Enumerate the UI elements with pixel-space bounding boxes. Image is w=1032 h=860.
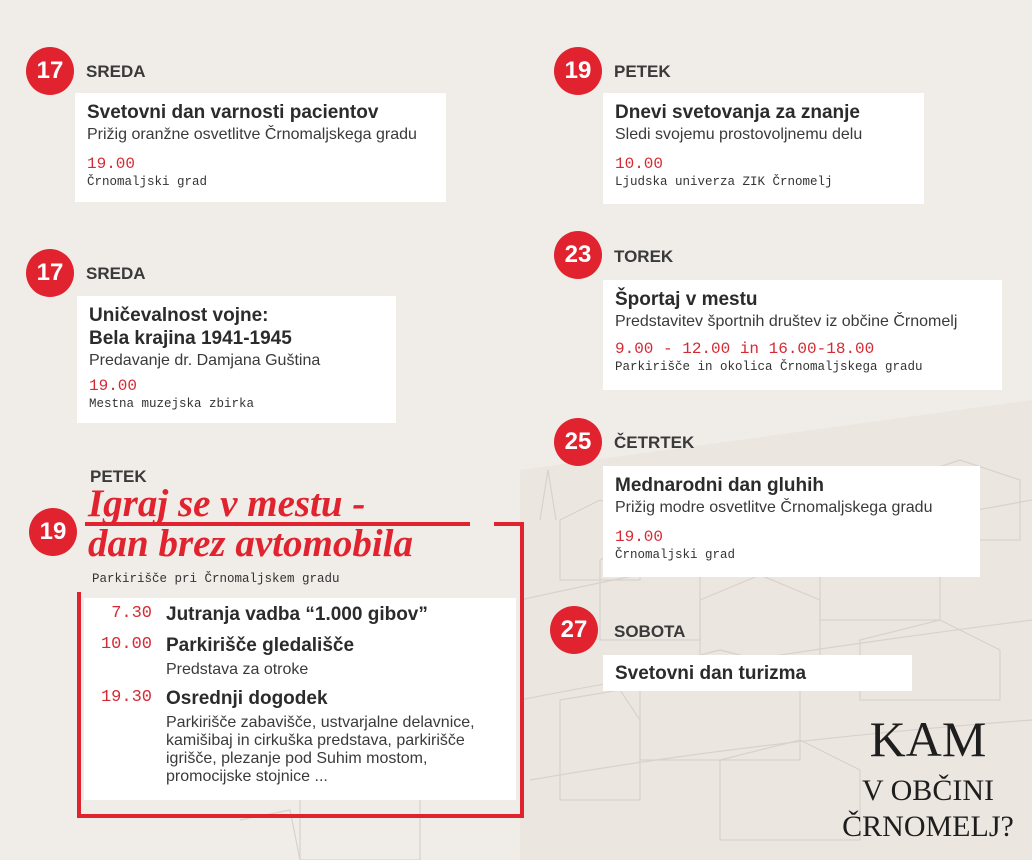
frame-gap xyxy=(470,518,494,528)
event-subtitle: Prižig oranžne osvetlitve Črnomaljskega gradu xyxy=(87,126,417,143)
day-badge: 19 xyxy=(29,508,77,556)
day-badge: 27 xyxy=(550,606,598,654)
schedule-time: 7.30 xyxy=(111,604,152,623)
event-place: Parkirišče in okolica Črnomaljskega gradu xyxy=(615,360,923,374)
featured-place: Parkirišče pri Črnomaljskem gradu xyxy=(92,572,340,586)
day-name: PETEK xyxy=(90,467,147,486)
day-badge: 17 xyxy=(26,249,74,297)
event-place: Mestna muzejska zbirka xyxy=(89,397,255,411)
logo-line3: ČRNOMELJ? xyxy=(842,810,1014,843)
schedule-desc: Parkirišče zabavišče, ustvarjalne delavnice, kamišibaj in cirkuška predstava, parkirišče igrišče, plezanje pod Suhim mostom, promocijske stojnice ... xyxy=(166,714,475,785)
kam-logo xyxy=(838,712,1018,844)
event-time: 19.00 xyxy=(87,155,136,173)
schedule-name: Osrednji dogodek xyxy=(166,688,328,709)
featured-schedule xyxy=(84,598,516,800)
schedule-name: Parkirišče gledališče xyxy=(166,635,355,656)
event-title: Dnevi svetovanja za znanje xyxy=(615,102,860,123)
event-subtitle: Prižig modre osvetlitve Črnomaljskega gradu xyxy=(615,499,933,516)
event-title: Športaj v mestu xyxy=(615,289,758,310)
event-card[interactable] xyxy=(603,280,1002,390)
event-time: 9.00 - 12.00 in 16.00-18.00 xyxy=(615,340,875,358)
event-time: 19.00 xyxy=(615,528,664,546)
logo-line2: V OBČINI xyxy=(862,774,994,807)
event-title-line1: Uničevalnost vojne: xyxy=(89,305,269,326)
event-subtitle: Sledi svojemu prostovoljnemu delu xyxy=(615,126,863,143)
schedule-name: Jutranja vadba “1.000 gibov” xyxy=(166,604,428,625)
day-name: TOREK xyxy=(614,247,674,266)
day-name: ČETRTEK xyxy=(614,433,695,452)
day-badge: 23 xyxy=(554,231,602,279)
event-place: Ljudska univerza ZIK Črnomelj xyxy=(615,175,833,189)
featured-title-line1: Igraj se v mestu - xyxy=(88,482,366,525)
event-card[interactable] xyxy=(77,296,396,423)
day-name: SOBOTA xyxy=(614,622,686,641)
day-name: PETEK xyxy=(614,62,671,81)
day-name: SREDA xyxy=(86,62,146,81)
event-title-line2: Bela krajina 1941-1945 xyxy=(89,328,292,349)
logo-line1: KAM xyxy=(869,712,987,767)
day-badge: 25 xyxy=(554,418,602,466)
day-name: SREDA xyxy=(86,264,146,283)
event-title: Mednarodni dan gluhih xyxy=(615,475,824,496)
event-card[interactable] xyxy=(603,655,912,691)
featured-title-line2: dan brez avtomobila xyxy=(88,522,414,565)
event-place: Črnomaljski grad xyxy=(615,548,736,562)
event-title: Svetovni dan varnosti pacientov xyxy=(87,102,379,123)
day-badge: 17 xyxy=(26,47,74,95)
event-time: 10.00 xyxy=(615,155,664,173)
event-time: 19.00 xyxy=(89,377,138,395)
event-subtitle: Predavanje dr. Damjana Guština xyxy=(89,352,321,369)
kam-logo-mark xyxy=(838,712,1018,844)
event-title: Svetovni dan turizma xyxy=(615,663,807,684)
schedule-desc: Predstava za otroke xyxy=(166,661,309,678)
event-card[interactable] xyxy=(603,93,924,204)
event-card[interactable] xyxy=(75,93,446,202)
event-card[interactable] xyxy=(603,466,980,577)
event-place: Črnomaljski grad xyxy=(87,175,208,189)
event-subtitle: Predstavitev športnih društev iz občine Črnomelj xyxy=(615,313,958,330)
day-badge: 19 xyxy=(554,47,602,95)
schedule-time: 10.00 xyxy=(100,635,152,654)
schedule-time: 19.30 xyxy=(100,688,152,707)
featured-title xyxy=(88,484,413,564)
